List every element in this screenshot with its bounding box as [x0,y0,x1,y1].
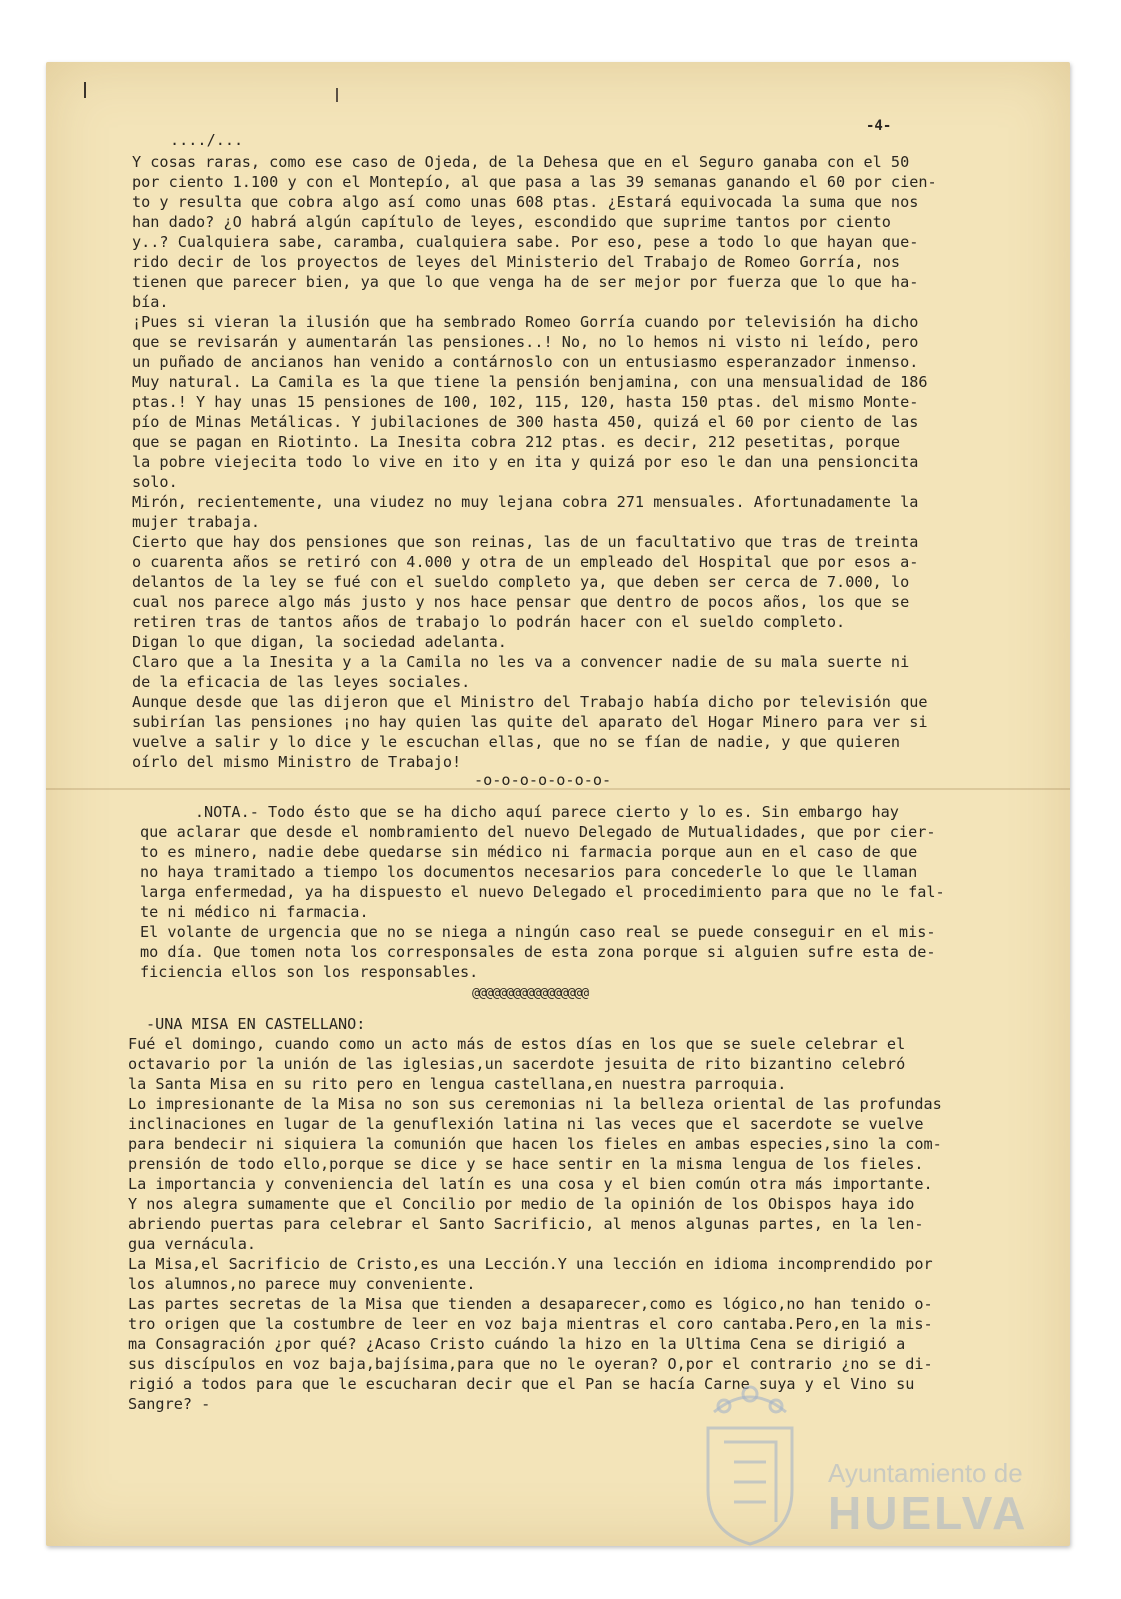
watermark-line-1: Ayuntamiento de [828,1458,1023,1488]
separator-line: -o-o-o-o-o-o-o- [474,771,612,789]
section-heading: -UNA MISA EN CASTELLANO: [146,1015,366,1033]
watermark-line-2: HUELVA [828,1487,1029,1539]
nota-paragraph: .NOTA.- Todo ésto que se ha dicho aquí parece cierto y lo es. Sin embargo hay que aclarar que desde el nombramiento del nuevo Delegado de Mutualidades, que por cier- to es minero, nadie debe quedarse sin médico ni farmacia porque aun en el caso de que no haya tramitado a tiempo los documentos necesarios para concederle lo que le llaman larga enfermedad, ya ha dispuesto el nuevo Delegado el procedimiento para que no le fal- te ni médico ni farmacia. El volante de urgencia que no se niega a ningún caso real se puede conseguir en el mis- mo día. Que tomen nota los corresponsales de esta zona porque si alguien sufre esta de- ficiencia ellos son los responsables. [140,803,945,981]
tick-mark [336,88,338,102]
decorative-separator: @@@@@@@@@@@@@@@@@ [472,986,589,1001]
margin-mark [84,82,86,98]
body-text-pensions: Y cosas raras, como ese caso de Ojeda, de la Dehesa que en el Seguro ganaba con el 50 por ciento 1.100 y con el Montepío, al que pasa a las 39 semanas ganando el 60 por cien- to y resulta que cobra algo así como unas 608 ptas. ¿Estará equivocada la suma que nos han dado? ¿O habrá algún capítulo de leyes, escondido que suprime tantos por ciento y..? Cualquiera sabe, caramba, cualquiera sabe. Por eso, pese a todo lo que hayan que- rido decir de los proyectos de leyes del Ministerio del Trabajo de Romeo Gorría, nos tienen que parecer bien, ya que lo que venga ha de ser mejor por fuerza que lo que ha- bía. ¡Pues si vieran la ilusión que ha sembrado Romeo Gorría cuando por televisión ha dicho que se revisarán y aumentarán las pensiones..! No, no lo hemos ni visto ni leído, pero un puñado de ancianos han venido a contárnoslo con un entusiasmo esperanzador inmenso. Muy natural. La Camila es la que tiene la pensión benjamina, con una mensualidad de 186 ptas.! Y hay unas 15 pensiones de 100, 102, 115, 120, hasta 150 ptas. del mismo Monte- pío de Minas Metálicas. Y jubilaciones de 300 hasta 450, quizá el 60 por ciento de las que se pagan en Riotinto. La Inesita cobra 212 ptas. es decir, 212 pesetitas, porque la pobre viejecita todo lo vive en ito y en ita y quizá por eso le dan una pensioncita solo. Mirón, recientemente, una viudez no muy lejana cobra 271 mensuales. Afortunadamente la mujer trabaja. Cierto que hay dos pensiones que son reinas, las de un facultativo que tras de treinta o cuarenta años se retiró con 4.000 y otra de un empleado del Hospital que por esos a- delantos de la ley se fué con el sueldo completo ya, que deben ser cerca de 7.000, lo cual nos parece algo más justo y nos hace pensar que dentro de pocos años, los que se retiren tras de tantos años de trabajo lo podrán hacer con el sueldo completo. Digan lo que digan, la sociedad adelanta. Claro que a la Inesita y a la Camila no les va a convencer nadie de su mala suerte ni de la eficacia de las leyes sociales. Aunque desde que las dijeron que el Ministro del Trabajo había dicho por televisión que subirían las pensiones ¡no hay quien las quite del aparato del Hogar Minero para ver si vuelve a salir y lo dice y le escuchan ellas, que no se fían de nadie, y que quieren oírlo del mismo Ministro de Trabajo! [132,153,937,771]
page-number: -4- [866,118,892,134]
continuation-mark: ..../... [170,131,244,149]
body-text-misa: Fué el domingo, cuando como un acto más de estos días en los que se suele celebrar el octavario por la unión de las iglesias,un sacerdote jesuita de rito bizantino celebró la Santa Misa en su rito pero en lengua castellana,en nuestra parroquia. Lo impresionante de la Misa no son sus ceremonias ni la belleza oriental de las profundas inclinaciones en lugar de la genuflexión latina ni las veces que el sacerdote se vuelve para bendecir ni siquiera la comunión que hacen los fieles en ambas especies,sino la com- prensión de todo ello,porque se dice y se hace sentir en la misma lengua de los fieles. La importancia y conveniencia del latín es una cosa y el bien común otra más importante. Y nos alegra sumamente que el Concilio por medio de la opinión de los Obispos haya ido abriendo puertas para celebrar el Santo Sacrificio, al menos algunas partes, en la len- gua vernácula. La Misa,el Sacrificio de Cristo,es una Lección.Y una lección en idioma incomprendido por los alumnos,no parece muy conveniente. Las partes secretas de la Misa que tienden a desaparecer,como es lógico,no han tenido o- tro origen que la costumbre de leer en voz baja mientras el coro cantaba.Pero,en la mis- ma Consagración ¿por qué? ¿Acaso Cristo cuándo la hizo en la Ultima Cena se dirigió a sus discípulos en voz baja,bajísima,para que no le oyeran? O,por el contrario ¿no se di- rigió a todos para que le escucharan decir que el Pan se hacía Carne suya y el Vino su Sangre? - [128,1035,942,1413]
city-crest-watermark-icon [694,1372,806,1548]
